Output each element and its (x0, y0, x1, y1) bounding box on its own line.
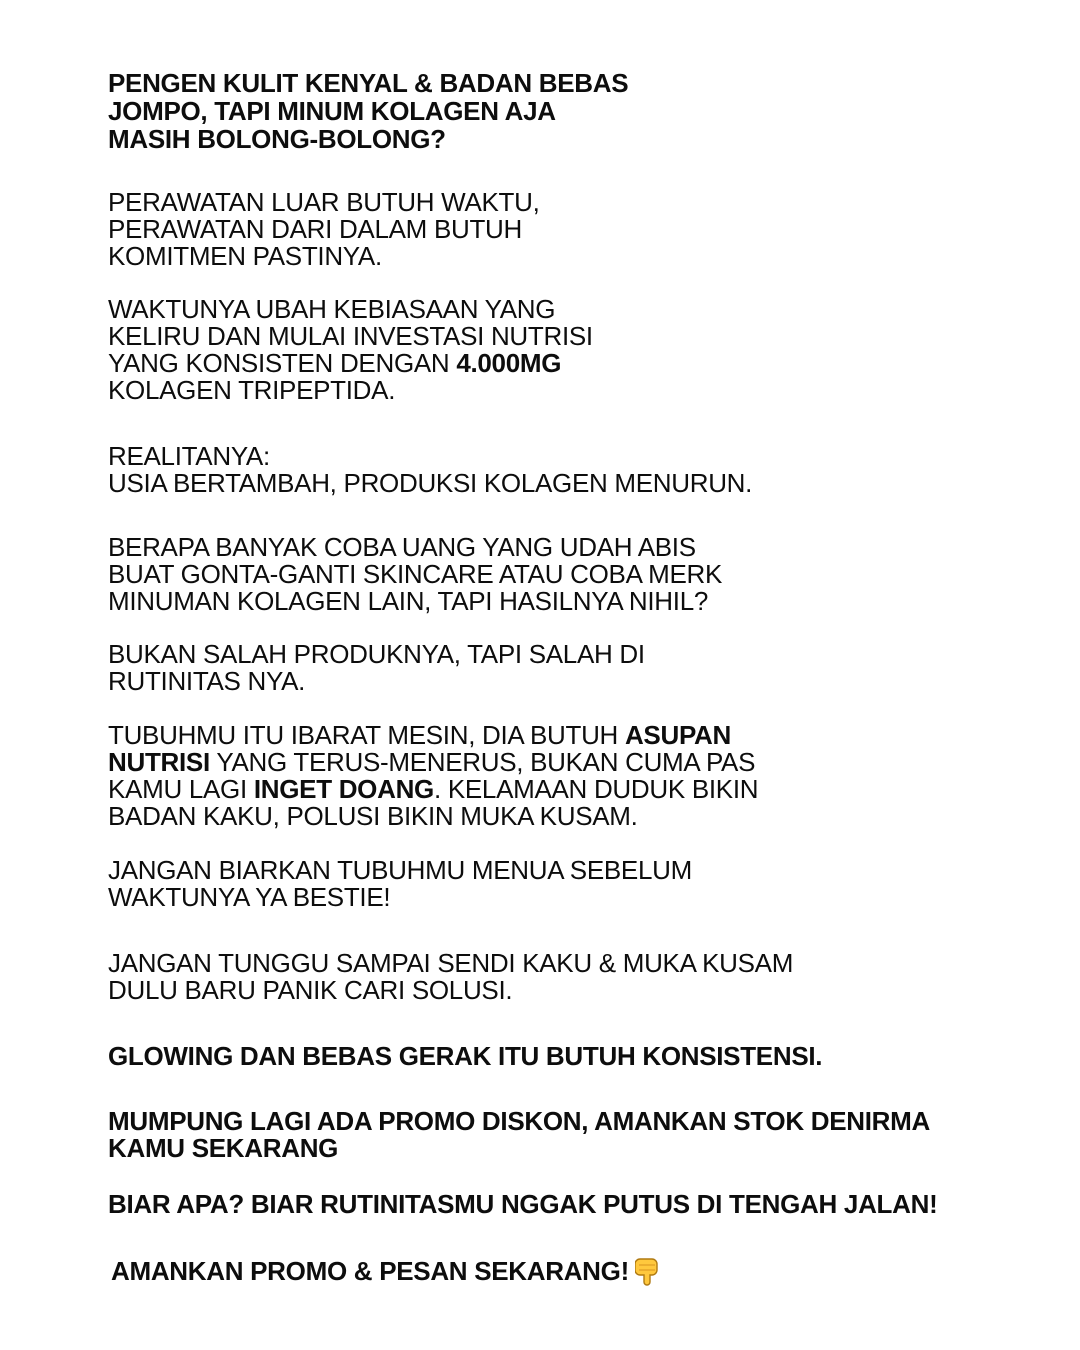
text-run: . KELAMAAN DUDUK BIKIN (433, 774, 759, 804)
cta-line (111, 1256, 663, 1286)
paragraph-line (108, 776, 758, 803)
text-run: TUBUHMU ITU IBARAT MESIN, DIA BUTUH (108, 720, 625, 750)
paragraph-line: RUTINITAS NYA. (108, 666, 306, 696)
emphasis-dosage: 4.000MG (456, 348, 562, 378)
cta-text: AMANKAN PROMO & PESAN SEKARANG! (111, 1256, 629, 1286)
pointing-down-hand-icon-svg (635, 1256, 663, 1286)
paragraph-line: WAKTUNYA UBAH KEBIASAAN YANG (108, 294, 556, 324)
paragraph-line: KOMITMEN PASTINYA. (108, 241, 382, 271)
paragraph-line (108, 722, 758, 749)
paragraph-line: JANGAN TUNGGU SAMPAI SENDI KAKU & MUKA KUSAM (108, 948, 794, 978)
paragraph-line: MINUMAN KOLAGEN LAIN, TAPI HASILNYA NIHIL? (108, 586, 709, 616)
emphasis-inget-doang: INGET DOANG (253, 774, 434, 804)
hand-shape (635, 1259, 657, 1285)
paragraph-line: BIAR APA? BIAR RUTINITASMU NGGAK PUTUS DI TENGAH JALAN! (108, 1189, 938, 1219)
emphasis-nutrisi: NUTRISI (108, 747, 210, 777)
paragraph-line: BERAPA BANYAK COBA UANG YANG UDAH ABIS (108, 532, 696, 562)
paragraph-line: BUAT GONTA-GANTI SKINCARE ATAU COBA MERK (108, 559, 723, 589)
paragraph-waktunya (108, 296, 593, 404)
paragraph-tubuhmu (108, 722, 758, 830)
pointing-down-hand-icon (635, 1256, 663, 1286)
paragraph-line: KELIRU DAN MULAI INVESTASI NUTRISI (108, 321, 593, 351)
paragraph-realitanya (108, 443, 752, 497)
paragraph-line: REALITANYA: (108, 441, 270, 471)
emphasis-asupan: ASUPAN (624, 720, 732, 750)
paragraph-glowing (108, 1043, 822, 1070)
paragraph-biar-apa (108, 1191, 937, 1218)
paragraph-mumpung (108, 1108, 930, 1162)
text-run: YANG TERUS-MENERUS, BUKAN CUMA PAS (209, 747, 756, 777)
paragraph-line: WAKTUNYA YA BESTIE! (108, 882, 391, 912)
paragraph-line: GLOWING DAN BEBAS GERAK ITU BUTUH KONSISTENSI. (108, 1041, 823, 1071)
headline-line: JOMPO, TAPI MINUM KOLAGEN AJA (108, 96, 556, 126)
paragraph-perawatan (108, 189, 540, 270)
paragraph-line: PERAWATAN DARI DALAM BUTUH (108, 214, 523, 244)
paragraph-line (108, 350, 593, 377)
paragraph-line (108, 749, 758, 776)
paragraph-berapa-banyak (108, 534, 722, 615)
text-run: YANG KONSISTEN DENGAN (108, 348, 457, 378)
paragraph-line: KOLAGEN TRIPEPTIDA. (108, 375, 396, 405)
paragraph-line: PERAWATAN LUAR BUTUH WAKTU, (108, 187, 540, 217)
paragraph-line: USIA BERTAMBAH, PRODUKSI KOLAGEN MENURUN. (108, 468, 753, 498)
paragraph-line: BADAN KAKU, POLUSI BIKIN MUKA KUSAM. (108, 801, 638, 831)
headline (108, 69, 628, 153)
headline-line: PENGEN KULIT KENYAL & BADAN BEBAS (108, 68, 629, 98)
paragraph-jangan-biarkan (108, 857, 692, 911)
paragraph-line: MUMPUNG LAGI ADA PROMO DISKON, AMANKAN STOK DENIRMA (108, 1106, 930, 1136)
paragraph-bukan-salah (108, 641, 645, 695)
headline-line: MASIH BOLONG-BOLONG? (108, 124, 446, 154)
paragraph-line: DULU BARU PANIK CARI SOLUSI. (108, 975, 513, 1005)
paragraph-line: KAMU SEKARANG (108, 1133, 339, 1163)
paragraph-line: JANGAN BIARKAN TUBUHMU MENUA SEBELUM (108, 855, 692, 885)
paragraph-jangan-tunggu (108, 950, 793, 1004)
paragraph-line: BUKAN SALAH PRODUKNYA, TAPI SALAH DI (108, 639, 645, 669)
text-run: KAMU LAGI (108, 774, 254, 804)
